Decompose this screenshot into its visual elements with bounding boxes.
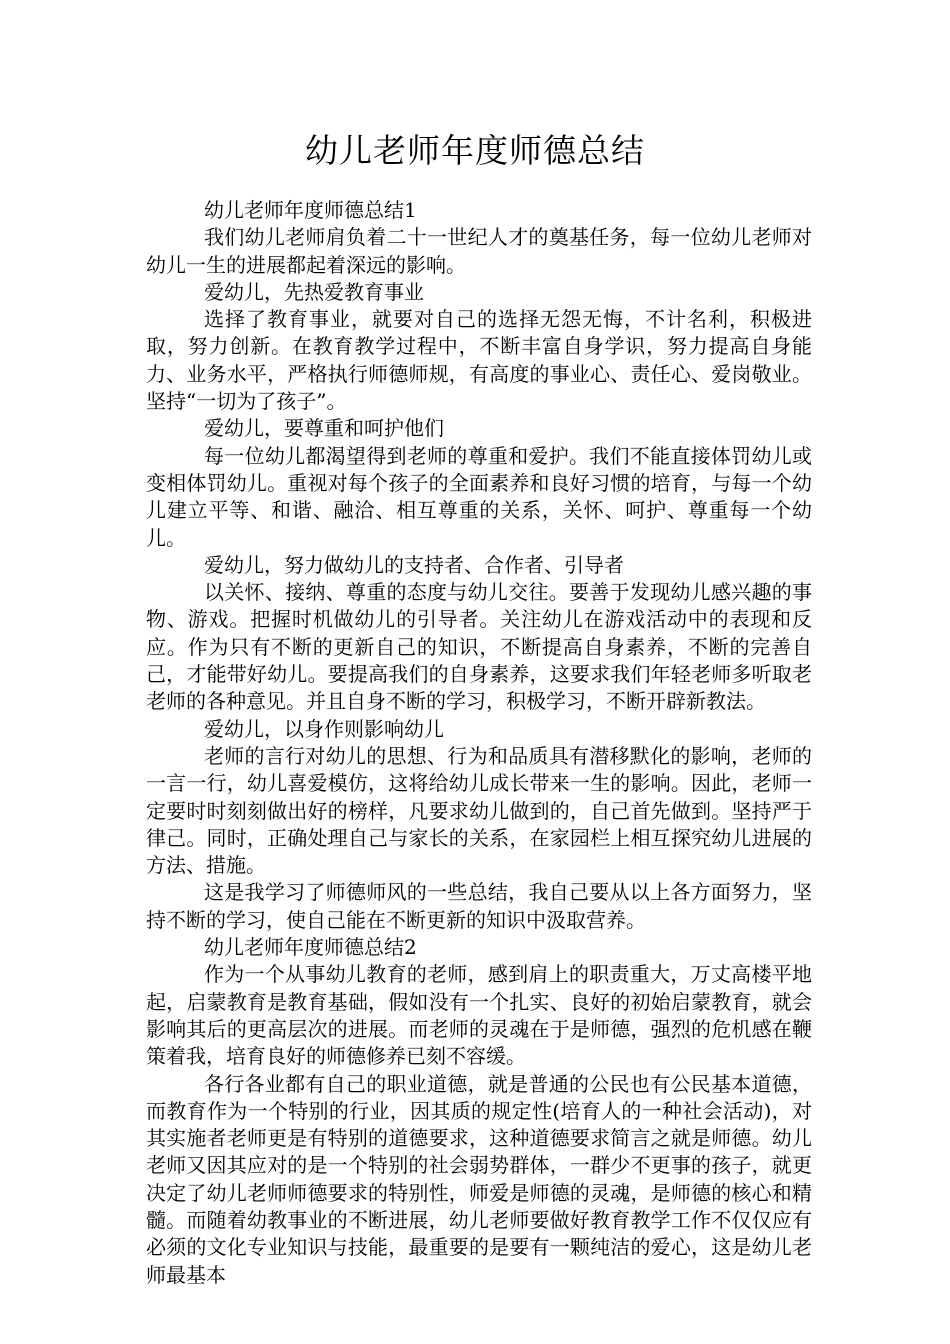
paragraph: 这是我学习了师德师风的一些总结，我自己要从以上各方面努力，坚持不断的学习，使自己能在不断更新的知识中汲取营养。 xyxy=(146,880,812,932)
paragraph: 作为一个从事幼儿教育的老师，感到肩上的职责重大，万丈高楼平地起，启蒙教育是教育基础，假如没有一个扎实、良好的初始启蒙教育，就会影响其后的更高层次的进展。而老师的灵魂在于是师德，强烈的危机感在鞭策着我，培育良好的师德修养已刻不容缓。 xyxy=(146,962,812,1069)
paragraph: 老师的言行对幼儿的思想、行为和品质具有潜移默化的影响，老师的一言一行，幼儿喜爱模仿，这将给幼儿成长带来一生的影响。因此，老师一定要时时刻刻做出好的榜样，凡要求幼儿做到的，自己首先做到。坚持严于律己。同时，正确处理自己与家长的关系，在家园栏上相互探究幼儿进展的方法、措施。 xyxy=(146,743,812,878)
subheading: 爱幼儿，努力做幼儿的支持者、合作者、引导者 xyxy=(204,552,624,577)
paragraph: 选择了教育事业，就要对自己的选择无怨无悔，不计名利，积极进取，努力创新。在教育教学过程中，不断丰富自身学识，努力提高自身能力、业务水平，严格执行师德师规，有高度的事业心、责任心、爱岗敬业。坚持“一切为了孩子”。 xyxy=(146,307,812,414)
subheading: 爱幼儿，先热爱教育事业 xyxy=(204,279,424,304)
document-body xyxy=(146,197,812,1289)
section-heading-1: 幼儿老师年度师德总结1 xyxy=(204,198,417,222)
document-title: 幼儿老师年度师德总结 xyxy=(305,131,645,170)
subheading: 爱幼儿，要尊重和呵护他们 xyxy=(204,416,444,441)
paragraph: 我们幼儿老师肩负着二十一世纪人才的奠基任务，每一位幼儿老师对幼儿一生的进展都起着深远的影响。 xyxy=(146,225,812,277)
section-heading-2: 幼儿老师年度师德总结2 xyxy=(204,935,417,960)
paragraph: 以关怀、接纳、尊重的态度与幼儿交往。要善于发现幼儿感兴趣的事物、游戏。把握时机做幼儿的引导者。关注幼儿在游戏活动中的表现和反应。作为只有不断的更新自己的知识，不断提高自身素养，不断的完善自己，才能带好幼儿。要提高我们的自身素养，这要求我们年轻老师多听取老老师的各种意见。并且自身不断的学习，积极学习，不断开辟新教法。 xyxy=(146,580,812,714)
subheading: 爱幼儿，以身作则影响幼儿 xyxy=(204,716,444,741)
paragraph: 每一位幼儿都渴望得到老师的尊重和爱护。我们不能直接体罚幼儿或变相体罚幼儿。重视对每个孩子的全面素养和良好习惯的培育，与每一个幼儿建立平等、和谐、融洽、相互尊重的关系，关怀、呵护、尊重每一个幼儿。 xyxy=(146,443,812,550)
paragraph: 各行各业都有自己的职业道德，就是普通的公民也有公民基本道德，而教育作为一个特别的行业，因其质的规定性(培育人的一种社会活动)，对其实施者老师更是有特别的道德要求，这种道德要求简言之就是师德。幼儿老师又因其应对的是一个特别的社会弱势群体，一群少不更事的孩子，就更决定了幼儿老师师德要求的特别性，师爱是师德的灵魂，是师德的核心和精髓。而随着幼教事业的不断进展，幼儿老师要做好教育教学工作不仅仅应有必须的文化专业知识与技能，最重要的是要有一颗纯洁的爱心，这是幼儿老师最基本 xyxy=(146,1071,812,1287)
